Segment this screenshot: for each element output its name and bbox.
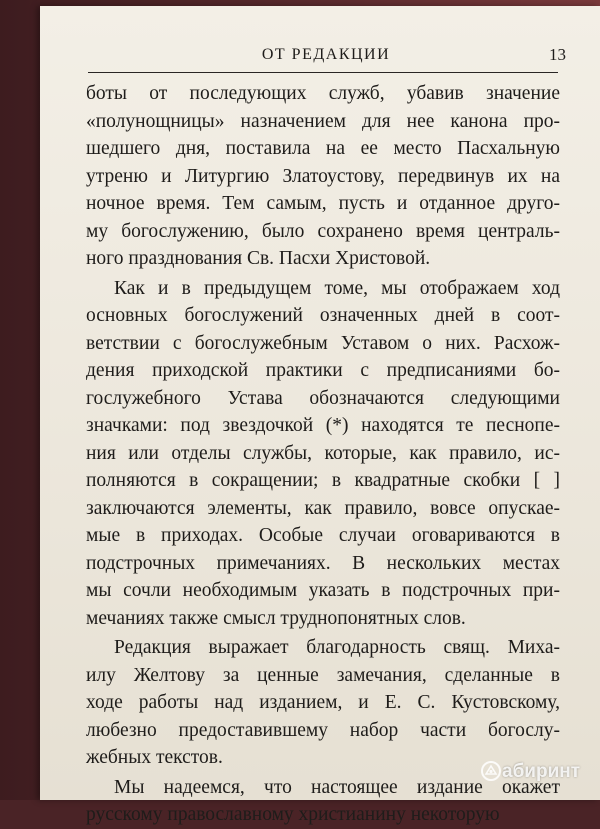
running-head xyxy=(86,46,566,70)
text-line: ходе работы над изданием, и Е. С. Кустовскому, xyxy=(86,692,560,713)
text-line: заключаются элементы, как правило, вовсе опускае- xyxy=(86,497,560,519)
text-line: дения приходской практики с предписаниями бо- xyxy=(86,360,560,381)
text-line: гослужебного Устава обозначаются следующими xyxy=(86,387,560,409)
body-text xyxy=(86,80,560,829)
text-line: любезно предоставившему набор части богослу- xyxy=(86,719,560,741)
text-line: ночное время. Тем самым, пусть и отданное друго- xyxy=(86,193,560,214)
text-line: боты от последующих служб, убавив значение xyxy=(86,83,560,104)
watermark-text: абиринт xyxy=(502,761,581,782)
page-number: 13 xyxy=(549,45,566,64)
text-line: «полунощницы» назначением для нее канона про- xyxy=(86,110,560,132)
book-page xyxy=(40,6,600,825)
text-line: ного празднования Св. Пасхи Христовой. xyxy=(86,248,431,269)
text-line: Мы надеемся, что настоящее издание окажет xyxy=(114,776,560,798)
text-line: илу Желтову за ценные замечания, сделанные в xyxy=(86,664,560,686)
text-line: полняются в сокращении; в квадратные скобки [ ] xyxy=(86,470,560,491)
text-line: мечаниях также смысл труднопонятных слов. xyxy=(86,607,466,629)
text-line: ветствии с богослужебным Уставом о них. Расхож- xyxy=(86,332,560,354)
labirint-logo-icon xyxy=(480,760,502,782)
text-line: му богослужению, было сохранено время централь- xyxy=(86,220,560,242)
text-line: ния или отделы службы, которые, как правило, ис- xyxy=(86,442,560,464)
text-line: мы сочли необходимым указать в подстрочных при- xyxy=(86,580,560,601)
text-line: мые в приходах. Особые случаи оговариваются в xyxy=(86,525,560,546)
watermark xyxy=(480,758,600,788)
text-line: подстрочных примечаниях. В нескольких местах xyxy=(86,552,560,574)
text-line: жебных текстов. xyxy=(86,747,223,768)
header-divider xyxy=(88,72,558,73)
text-line: Как и в предыдущем томе, мы отображаем ход xyxy=(114,277,560,299)
text-line: шедшего дня, поставила на ее место Пасхальную xyxy=(86,138,560,159)
text-line: Редакция выражает благодарность свящ. Миха- xyxy=(114,637,560,658)
running-title: ОТ РЕДАКЦИИ xyxy=(261,46,391,63)
text-line: русскому православному христианину некоторую xyxy=(86,804,500,825)
text-line: утреню и Литургию Златоустову, передвинув их на xyxy=(86,165,560,187)
text-line: основных богослужений означенных дней в соот- xyxy=(86,305,560,326)
text-line: значками: под звездочкой (*) находятся те песнопе- xyxy=(86,415,560,436)
